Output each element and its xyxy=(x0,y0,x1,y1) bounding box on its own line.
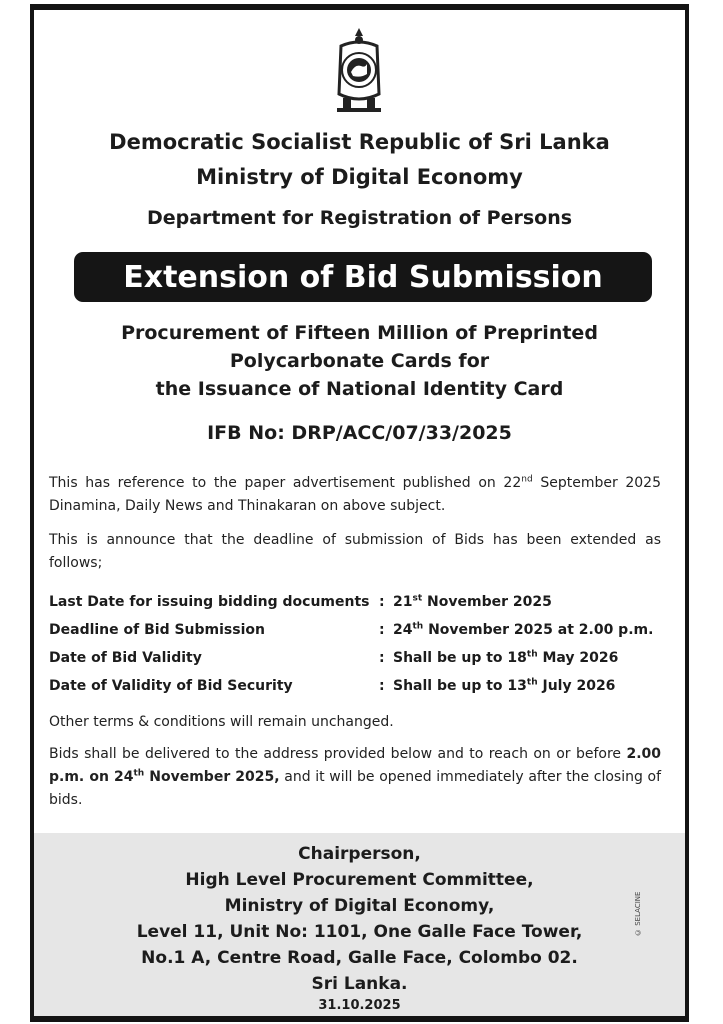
ministry-heading: Ministry of Digital Economy xyxy=(196,165,523,189)
paragraph-text: This has reference to the paper advertisement published on 22 xyxy=(49,475,522,491)
separator: : xyxy=(379,678,385,694)
address-line: Ministry of Digital Economy, xyxy=(224,896,495,916)
reference-paragraph xyxy=(49,472,661,518)
value-text: Shall be up to 13 xyxy=(393,678,527,694)
date-label: Date of Validity of Bid Security xyxy=(49,678,293,694)
ordinal-suffix: st xyxy=(412,593,423,604)
value-text: 24 xyxy=(393,622,413,638)
value-text: July 2026 xyxy=(537,678,616,694)
value-text: Shall be up to 18 xyxy=(393,650,527,666)
paragraph-text: Bids shall be delivered to the address provided below and to reach on or before xyxy=(49,746,627,762)
terms-paragraph: Other terms & conditions will remain unchanged. xyxy=(49,714,394,730)
issue-date: 31.10.2025 xyxy=(318,998,401,1013)
address-footer xyxy=(34,833,685,1016)
value-text: November 2025 at 2.00 p.m. xyxy=(423,622,654,638)
procurement-title xyxy=(34,319,685,403)
date-value xyxy=(393,678,669,694)
dates-row xyxy=(49,644,669,672)
sri-lanka-emblem-icon xyxy=(327,24,391,116)
dates-row xyxy=(49,588,669,616)
delivery-paragraph xyxy=(49,743,661,812)
ordinal-suffix: th xyxy=(412,621,424,632)
date-label: Date of Bid Validity xyxy=(49,650,202,666)
address-line: Sri Lanka. xyxy=(311,974,408,994)
procurement-line: Polycarbonate Cards for xyxy=(229,350,490,372)
value-text: 21 xyxy=(393,594,413,610)
dates-row xyxy=(49,672,669,700)
announcement-paragraph: This is announce that the deadline of submission of Bids has been extended as follows; xyxy=(49,532,661,571)
ordinal-suffix: th xyxy=(526,677,538,688)
title-banner: Extension of Bid Submission xyxy=(74,252,652,302)
ordinal-suffix: nd xyxy=(521,474,533,485)
procurement-line: Procurement of Fifteen Million of Preprinted xyxy=(121,322,598,344)
paragraph-text: and it will be opened immediately after the closing of bids. xyxy=(49,769,661,808)
ordinal-suffix: th xyxy=(133,768,145,779)
country-heading: Democratic Socialist Republic of Sri Lanka xyxy=(109,130,610,154)
value-text: November 2025 xyxy=(422,594,552,610)
address-line: No.1 A, Centre Road, Galle Face, Colombo 02. xyxy=(141,948,578,968)
date-value xyxy=(393,650,669,666)
date-label: Deadline of Bid Submission xyxy=(49,622,265,638)
ordinal-suffix: th xyxy=(526,649,538,660)
department-heading: Department for Registration of Persons xyxy=(146,207,573,229)
dates-table xyxy=(49,588,669,700)
separator: : xyxy=(379,650,385,666)
address-line: Chairperson, xyxy=(298,844,421,864)
paragraph-text: September 2025 Dinamina, Daily News and Thinakaran on above subject. xyxy=(49,475,661,514)
separator: : xyxy=(379,594,385,610)
ifb-number: IFB No: DRP/ACC/07/33/2025 xyxy=(207,422,512,444)
date-value xyxy=(393,622,669,638)
advertisement-page xyxy=(34,10,685,1016)
date-value xyxy=(393,594,669,610)
address-line: High Level Procurement Committee, xyxy=(185,870,534,890)
watermark-text: © SELACINE xyxy=(634,891,642,936)
deadline-text: November 2025, xyxy=(144,769,280,785)
value-text: May 2026 xyxy=(537,650,619,666)
date-label: Last Date for issuing bidding documents xyxy=(49,594,370,610)
procurement-line: the Issuance of National Identity Card xyxy=(155,378,564,400)
dates-row xyxy=(49,616,669,644)
deadline-text: 2.00 p.m. on 24 xyxy=(49,746,661,785)
address-line: Level 11, Unit No: 1101, One Galle Face Tower, xyxy=(136,922,583,942)
separator: : xyxy=(379,622,385,638)
ad-frame xyxy=(30,4,689,1022)
address-block xyxy=(34,841,685,997)
